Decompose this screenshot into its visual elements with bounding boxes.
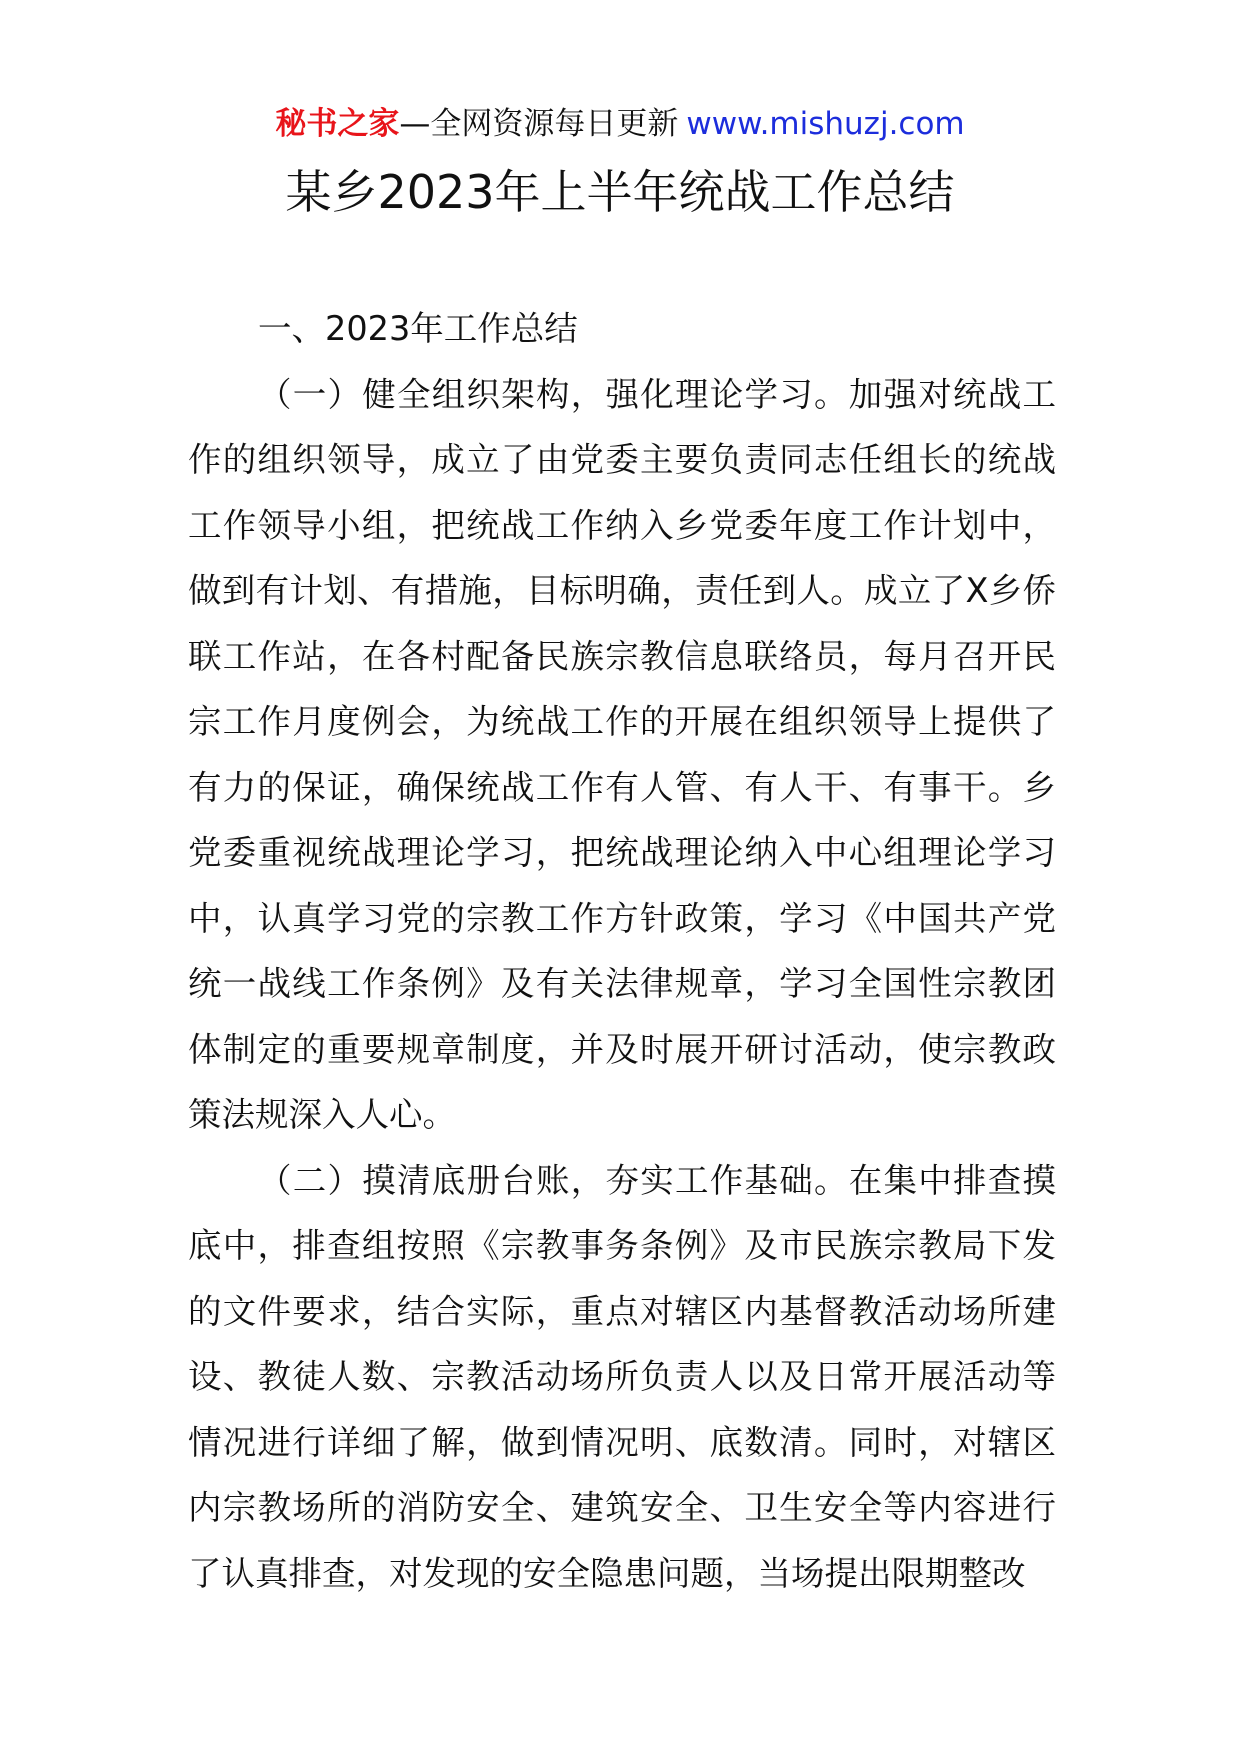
document-body bbox=[188, 296, 1056, 1606]
paragraph-2: （二）摸清底册台账，夯实工作基础。在集中排查摸底中，排查组按照《宗教事务条例》及市民族宗教局下发的文件要求，结合实际，重点对辖区内基督教活动场所建设、教徒人数、宗教活动场所负责人以及日常开展活动等情况进行详细了解，做到情况明、底数清。同时，对辖区内宗教场所的消防安全、建筑安全、卫生安全等内容进行了认真排查，对发现的安全隐患问题，当场提出限期整改 bbox=[188, 1160, 1056, 1593]
document-title: 某乡2023年上半年统战工作总结 bbox=[285, 165, 955, 219]
section-heading: 一、2023年工作总结 bbox=[258, 309, 578, 348]
site-brand: 秘书之家 bbox=[275, 106, 400, 142]
site-tagline: —全网资源每日更新 bbox=[399, 106, 679, 142]
site-url-link[interactable]: www.mishuzj.com bbox=[686, 106, 965, 142]
paragraph-1: （一）健全组织架构，强化理论学习。加强对统战工作的组织领导，成立了由党委主要负责同志任组长的统战工作领导小组，把统战工作纳入乡党委年度工作计划中，做到有计划、有措施，目标明确，责任到人。成立了X乡侨联工作站，在各村配备民族宗教信息联络员，每月召开民宗工作月度例会，为统战工作的开展在组织领导上提供了有力的保证，确保统战工作有人管、有人干、有事干。乡党委重视统战理论学习，把统战理论纳入中心组理论学习中，认真学习党的宗教工作方针政策，学习《中国共产党统一战线工作条例》及有关法律规章，学习全国性宗教团体制定的重要规章制度，并及时展开研讨活动，使宗教政策法规深入人心。 bbox=[188, 374, 1056, 1134]
site-header bbox=[0, 104, 1240, 144]
